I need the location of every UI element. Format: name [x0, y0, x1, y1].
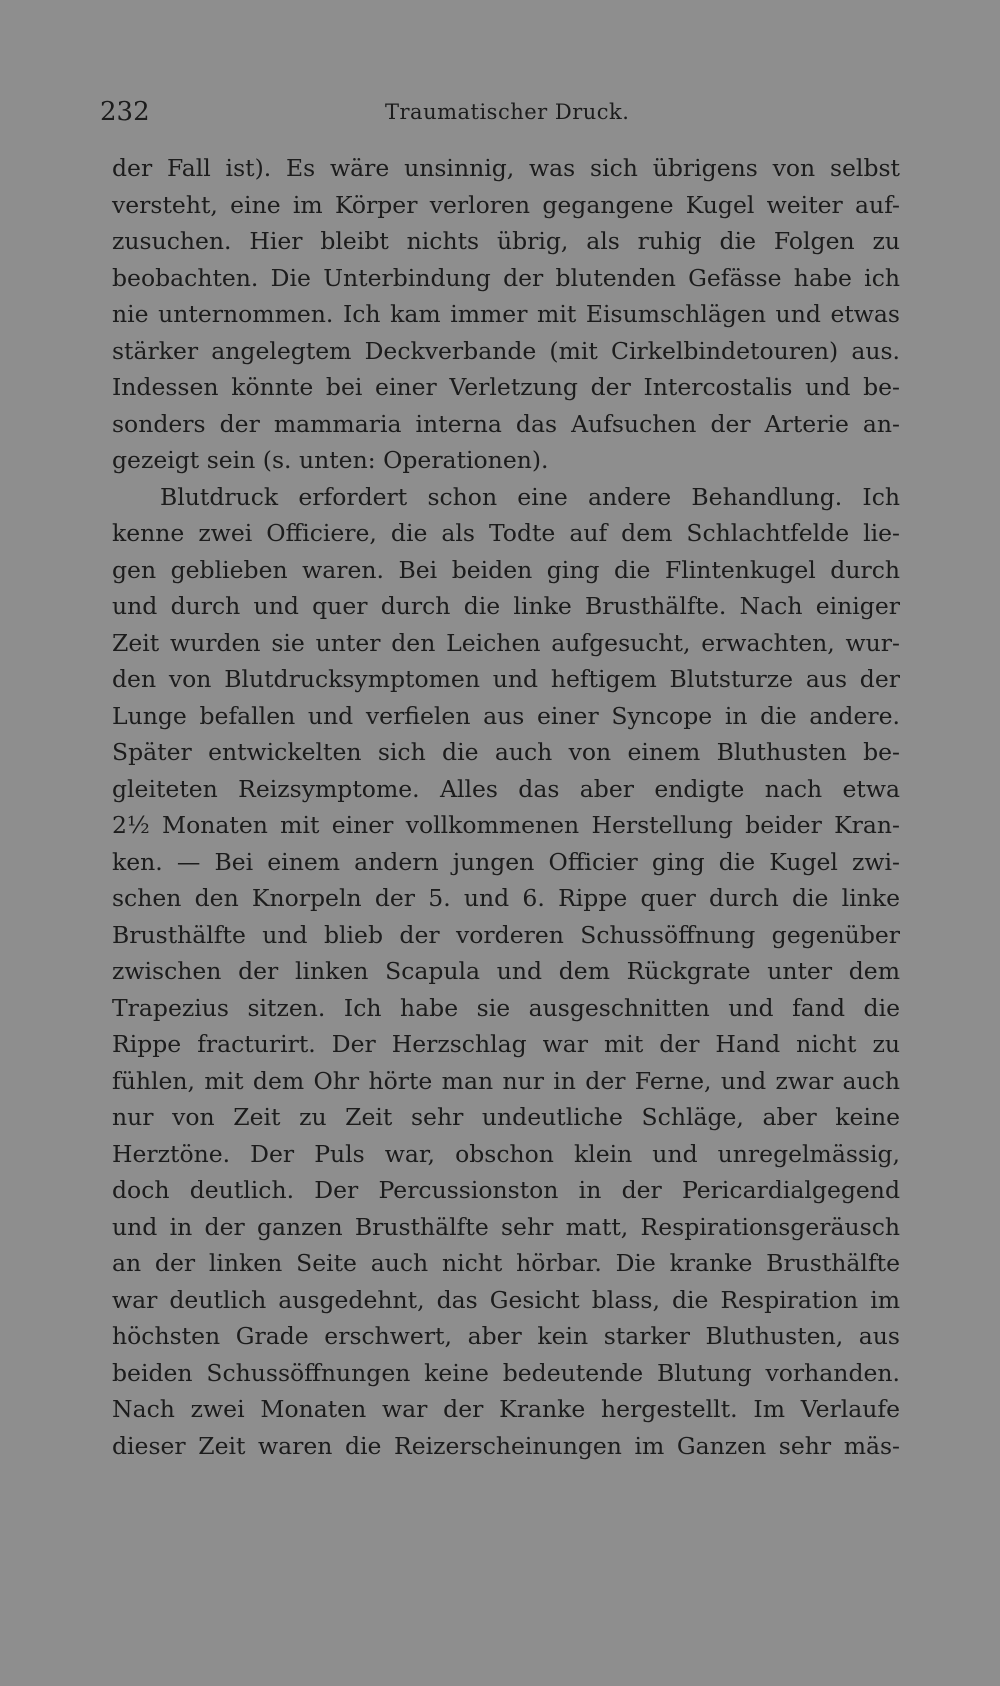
text-line: Lunge befallen und verfielen aus einer Syncope in die andere. — [112, 701, 900, 730]
text-line: Indessen könnte bei einer Verletzung der Intercostalis und be- — [112, 373, 900, 401]
text-line: stärker angelegtem Deckverbande (mit Cirkelbindetouren) aus. — [112, 336, 900, 365]
text-line: Brusthälfte und blieb der vorderen Schussöffnung gegenüber — [112, 920, 900, 949]
text-line: Nach zwei Monaten war der Kranke hergestellt. Im Verlaufe — [112, 1395, 900, 1423]
text-line: und in der ganzen Brusthälfte sehr matt, Respirationsgeräusch — [112, 1212, 900, 1241]
text-line: schen den Knorpeln der 5. und 6. Rippe quer durch die linke — [112, 884, 900, 912]
text-line: Später entwickelten sich die auch von einem Bluthusten be- — [112, 738, 900, 766]
page-number: 232 — [100, 97, 150, 127]
text-line: zusuchen. Hier bleibt nichts übrig, als ruhig die Folgen zu — [112, 227, 900, 255]
text-line: 2½ Monaten mit einer vollkommenen Herstellung beider Kran- — [112, 811, 900, 839]
text-line: versteht, eine im Körper verloren gegangene Kugel weiter auf- — [112, 190, 900, 219]
text-line: fühlen, mit dem Ohr hörte man nur in der Ferne, und zwar auch — [112, 1066, 900, 1095]
text-line: Herztöne. Der Puls war, obschon klein und unregelmässig, — [112, 1139, 900, 1168]
text-line: der Fall ist). Es wäre unsinnig, was sich übrigens von selbst — [112, 154, 900, 182]
text-line: den von Blutdrucksymptomen und heftigem Blutsturze aus der — [112, 665, 900, 693]
text-line: beiden Schussöffnungen keine bedeutende Blutung vorhanden. — [112, 1358, 900, 1387]
text-line: kenne zwei Officiere, die als Todte auf dem Schlachtfelde lie- — [112, 519, 900, 547]
text-line: zwischen der linken Scapula und dem Rückgrate unter dem — [112, 957, 900, 985]
text-line: beobachten. Die Unterbindung der blutenden Gefässe habe ich — [112, 263, 900, 292]
text-line: nie unternommen. Ich kam immer mit Eisumschlägen und etwas — [112, 300, 900, 328]
text-line: nur von Zeit zu Zeit sehr undeutliche Schläge, aber keine — [112, 1103, 900, 1131]
text-line: und durch und quer durch die linke Brusthälfte. Nach einiger — [112, 592, 900, 620]
paragraph-start-line: Blutdruck erfordert schon eine andere Behandlung. Ich — [160, 482, 900, 511]
body-text — [112, 150, 900, 1464]
text-line: Rippe fracturirt. Der Herzschlag war mit der Hand nicht zu — [112, 1030, 900, 1058]
text-line: ken. — Bei einem andern jungen Officier ging die Kugel zwi- — [112, 847, 900, 876]
running-head: Traumatischer Druck. — [385, 100, 630, 124]
text-line: doch deutlich. Der Percussionston in der Pericardialgegend — [112, 1176, 900, 1204]
text-line: gleiteten Reizsymptome. Alles das aber endigte nach etwa — [112, 774, 900, 803]
paragraph-end-line: gezeigt sein (s. unten: Operationen). — [112, 446, 549, 474]
text-line: dieser Zeit waren die Reizerscheinungen im Ganzen sehr mäs- — [112, 1431, 900, 1460]
text-line: gen geblieben waren. Bei beiden ging die Flintenkugel durch — [112, 555, 900, 584]
text-line: Zeit wurden sie unter den Leichen aufgesucht, erwachten, wur- — [112, 628, 900, 657]
page-header — [100, 92, 900, 132]
text-line: höchsten Grade erschwert, aber kein starker Bluthusten, aus — [112, 1322, 900, 1350]
text-line: Trapezius sitzen. Ich habe sie ausgeschnitten und fand die — [112, 993, 900, 1022]
text-line: war deutlich ausgedehnt, das Gesicht blass, die Respiration im — [112, 1285, 900, 1314]
text-line: sonders der mammaria interna das Aufsuchen der Arterie an- — [112, 409, 900, 438]
text-line: an der linken Seite auch nicht hörbar. Die kranke Brusthälfte — [112, 1249, 900, 1277]
